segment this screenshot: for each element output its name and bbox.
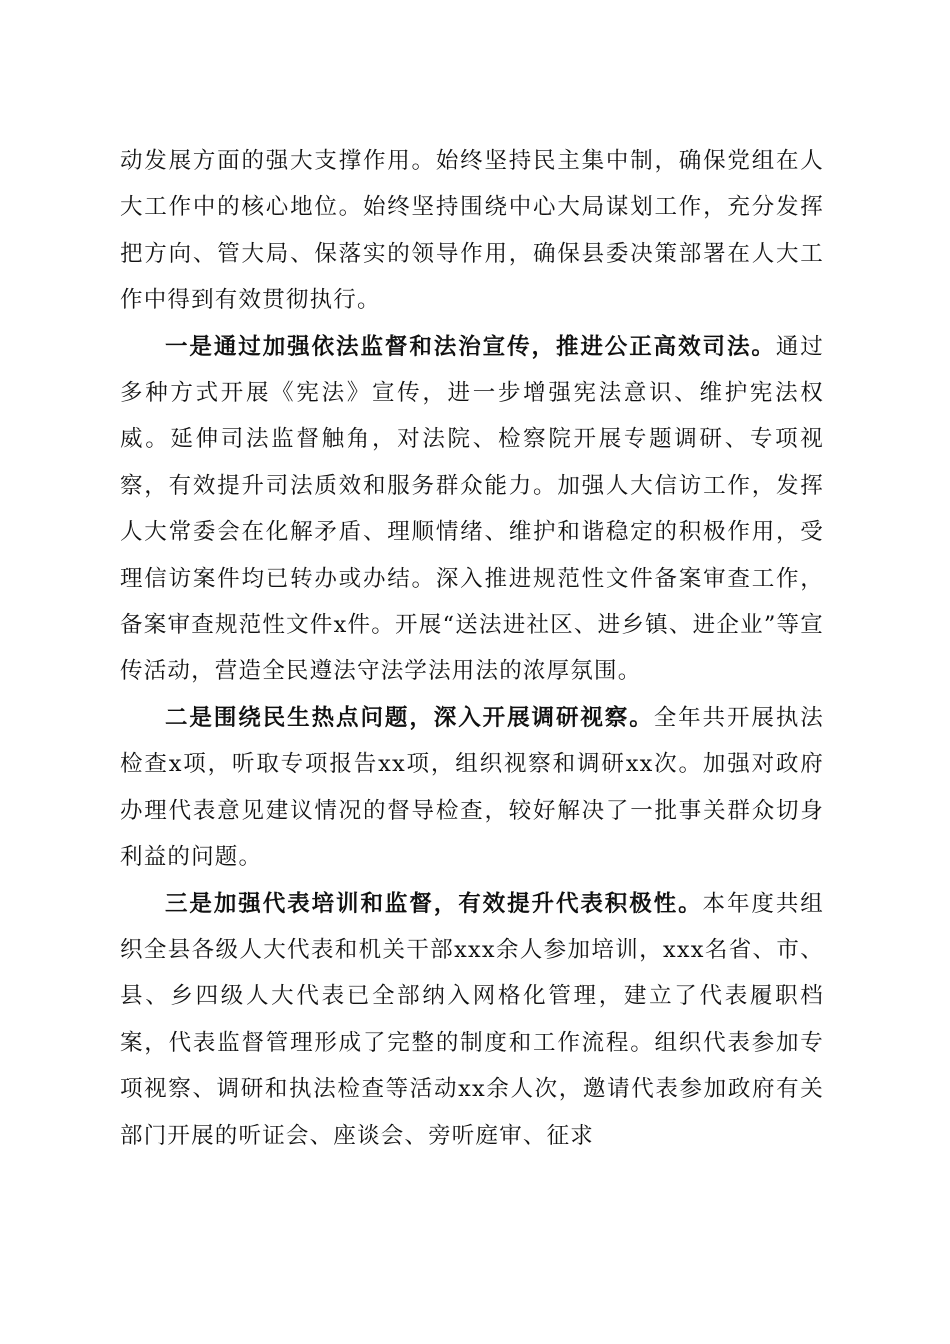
paragraph-body: 动发展方面的强大支撑作用。始终坚持民主集中制，确保党组在人大工作中的核心地位。始终坚持围绕中心大局谋划工作，充分发挥把方向、管大局、保落实的领导作用，确保县委决策部署在人大工作中得到有效贯彻执行。	[120, 148, 824, 314]
paragraph-body: 通过多种方式开展《宪法》宣传，进一步增强宪法意识、维护宪法权威。延伸司法监督触角，对法院、检察院开展专题调研、专项视察，有效提升司法质效和服务群众能力。加强人大信访工作，发挥人大常委会在化解矛盾、理顺情绪、维护和谐稳定的积极作用，受理信访案件均已转办或办结。深入推进规范性文件备案审查工作，备案审查规范性文件x件。开展“送法进社区、进乡镇、进企业”等宣传活动，营造全民遵法守法学法用法的浓厚氛围。	[120, 333, 824, 685]
paragraph-continued	[120, 138, 824, 324]
paragraph-body: 本年度共组织全县各级人大代表和机关干部xxx余人参加培训，xxx名省、市、县、乡四级人大代表已全部纳入网格化管理，建立了代表履职档案，代表监督管理形成了完整的制度和工作流程。组织代表参加专项视察、调研和执法检查等活动xx余人次，邀请代表参加政府有关部门开展的听证会、座谈会、旁听庭审、征求	[120, 890, 824, 1149]
paragraph-lead: 二是围绕民生热点问题，深入开展调研视察。	[165, 704, 654, 731]
document-page	[120, 138, 824, 1159]
paragraph-lead: 三是加强代表培训和监督，有效提升代表积极性。	[165, 890, 703, 917]
paragraph-livelihood-inspection	[120, 695, 824, 881]
paragraph-lead: 一是通过加强依法监督和法治宣传，推进公正高效司法。	[165, 333, 776, 360]
paragraph-deputy-training	[120, 881, 824, 1159]
paragraph-body: 全年共开展执法检查x项，听取专项报告xx项，组织视察和调研xx次。加强对政府办理代表意见建议情况的督导检查，较好解决了一批事关群众切身利益的问题。	[120, 704, 824, 871]
paragraph-judicial-supervision	[120, 324, 824, 695]
